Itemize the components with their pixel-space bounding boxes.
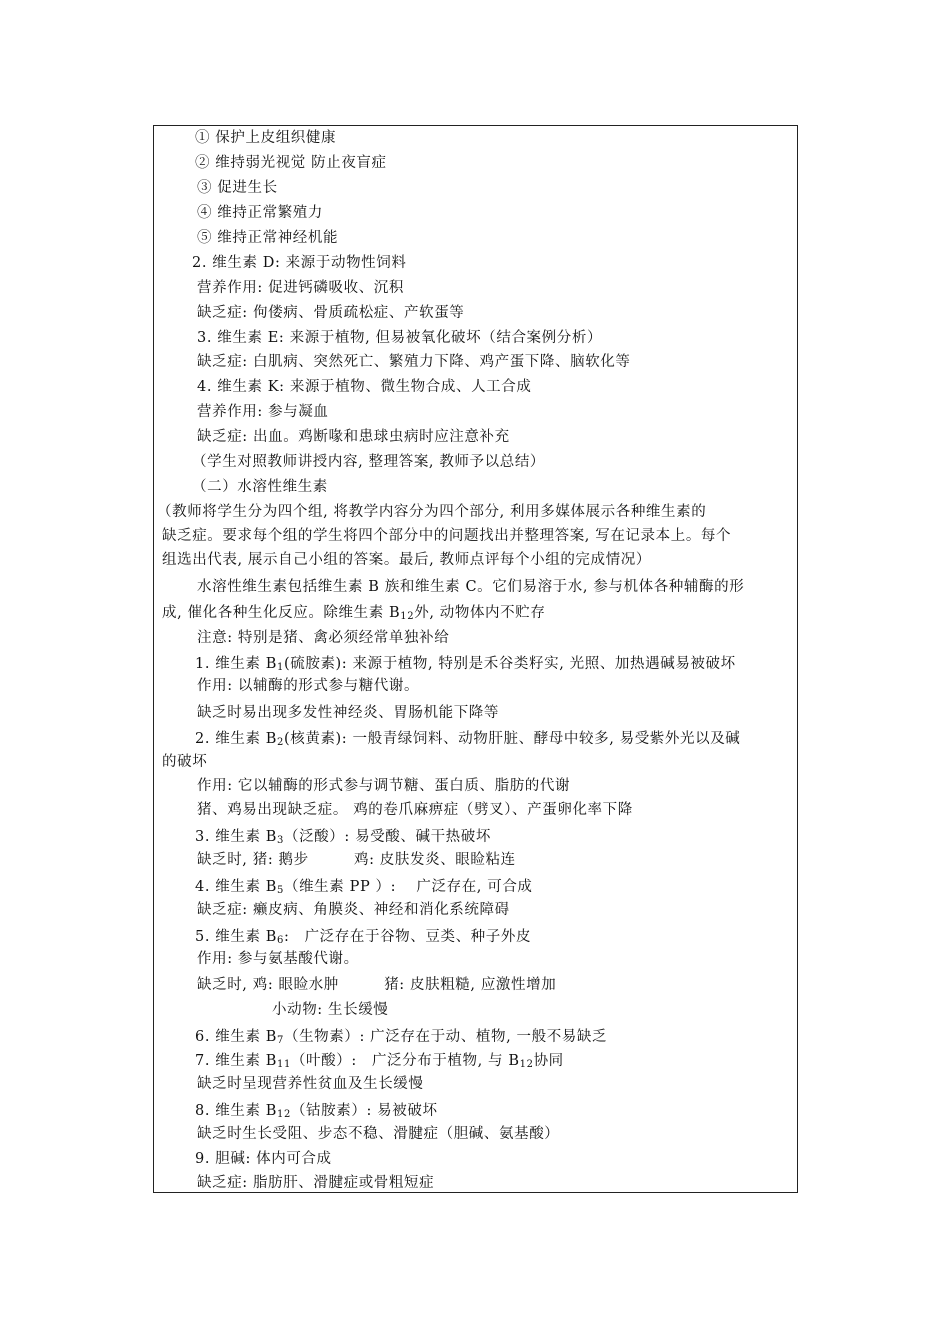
text-line: 作用: 以辅酶的形式参与糖代谢。 [197, 678, 420, 694]
text-line: 6. 维生素 $B_7$（生物素）: 广泛存在于动、植物, 一般不易缺乏 [195, 1029, 608, 1046]
text-line: 猪、鸡易出现缺乏症。 鸡的卷爪麻痹症（劈叉）、产蛋卵化率下降 [197, 802, 633, 818]
text-line: 2. 维生素 $B_2$(核黄素): 一般青绿饲料、动物肝脏、酵母中较多, 易受紫外光以及碱 [195, 731, 741, 748]
text-line: ④ 维持正常繁殖力 [197, 205, 324, 221]
text-line: ⑤ 维持正常神经机能 [197, 230, 339, 246]
text-line: ③ 促进生长 [197, 180, 278, 196]
text-line: ② 维持弱光视觉 防止夜盲症 [195, 155, 387, 171]
text-line: 营养作用: 参与凝血 [197, 404, 329, 420]
text-line: 成, 催化各种生化反应。除维生素 $B_{12}$外, 动物体内不贮存 [162, 605, 546, 622]
text-line: （学生对照教师讲授内容, 整理答案, 教师予以总结） [192, 454, 546, 470]
text-line: 缺乏症: 脂肪肝、滑腱症或骨粗短症 [197, 1175, 435, 1191]
text-line: 缺乏时, 猪: 鹅步 鸡: 皮肤发炎、眼睑粘连 [197, 852, 516, 868]
text-line: 缺乏症: 出血。鸡断喙和患球虫病时应注意补充 [197, 429, 510, 445]
text-line: 缺乏症: 癞皮病、角膜炎、神经和消化系统障碍 [197, 902, 510, 918]
text-line: 缺乏时, 鸡: 眼睑水肿 猪: 皮肤粗糙, 应激性增加 [197, 977, 557, 993]
text-line: 组选出代表, 展示自己小组的答案。最后, 教师点评每个小组的完成情况） [162, 552, 651, 568]
text-line: 5. 维生素 $B_6$: 广泛存在于谷物、豆类、种子外皮 [195, 929, 532, 946]
text-line: 营养作用: 促进钙磷吸收、沉积 [197, 280, 404, 296]
text-line: 缺乏时呈现营养性贫血及生长缓慢 [197, 1076, 424, 1092]
text-line: 缺乏症: 白肌病、突然死亡、繁殖力下降、鸡产蛋下降、脑软化等 [197, 354, 631, 370]
text-line: 作用: 参与氨基酸代谢。 [197, 951, 359, 967]
text-line: 9. 胆碱: 体内可合成 [195, 1151, 332, 1167]
text-line: 8. 维生素 $B_{12}$（钴胺素）: 易被破坏 [195, 1103, 438, 1120]
text-line: 2. 维生素 D: 来源于动物性饲料 [192, 255, 407, 271]
text-line: 缺乏时易出现多发性神经炎、胃肠机能下降等 [197, 705, 499, 721]
text-line: 缺乏症: 佝偻病、骨质疏松症、产软蛋等 [197, 305, 465, 321]
text-line: （教师将学生分为四个组, 将教学内容分为四个部分, 利用多媒体展示各种维生素的 [157, 504, 707, 520]
text-line: 作用: 它以辅酶的形式参与调节糖、蛋白质、脂肪的代谢 [197, 778, 571, 794]
text-line: 7. 维生素 $B_{11}$（叶酸）: 广泛分布于植物, 与 $B_{12}$协同 [195, 1053, 564, 1070]
text-line: 注意: 特别是猪、禽必须经常单独补给 [197, 630, 450, 646]
text-line: ① 保护上皮组织健康 [195, 130, 337, 146]
text-line: 4. 维生素 K: 来源于植物、微生物合成、人工合成 [197, 379, 532, 395]
text-line: 4. 维生素 $B_5$（维生素 PP ）: 广泛存在, 可合成 [195, 879, 533, 896]
text-line: 水溶性维生素包括维生素 B 族和维生素 C。它们易溶于水, 参与机体各种辅酶的形 [197, 579, 745, 595]
text-line: 缺乏症。要求每个组的学生将四个部分中的问题找出并整理答案, 写在记录本上。每个 [162, 528, 732, 544]
text-line: 小动物: 生长缓慢 [272, 1002, 389, 1018]
text-line: 3. 维生素 $B_3$（泛酸）: 易受酸、碱干热破坏 [195, 829, 491, 846]
text-line: 1. 维生素 $B_1$(硫胺素): 来源于植物, 特别是禾谷类籽实, 光照、加热遇碱易被破坏 [195, 656, 736, 673]
text-line: 3. 维生素 E: 来源于植物, 但易被氧化破坏（结合案例分析） [197, 330, 603, 346]
text-line: 的破坏 [162, 754, 208, 770]
section-heading: （二）水溶性维生素 [192, 479, 328, 495]
text-line: 缺乏时生长受阻、步态不稳、滑腱症（胆碱、氨基酸） [197, 1126, 560, 1142]
